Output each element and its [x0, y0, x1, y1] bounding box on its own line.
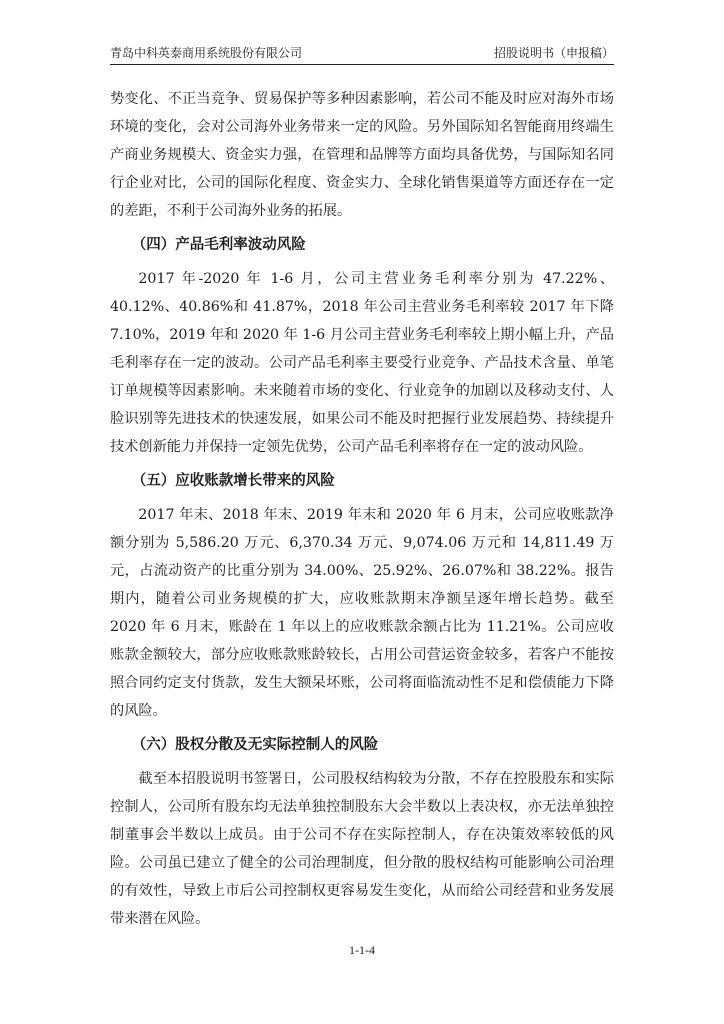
section-5-paragraph: 2017 年末、2018 年末、2019 年末和 2020 年 6 月末，公司应收账款净额分别为 5,586.20 万元、6,370.34 万元、9,074.06 万元和 14,811.49 万元，占流动资产的比重分别为 34.00%、25.92%、26.07%和 38.22%。报告期内，随着公司业务规模的扩大，应收账款期末净额呈逐年增长趋势。截至 2020 年 6 月末，账龄在 1 年以上的应收账款余额占比为 11.21%。公司应收账款金额较大，部分应收账款账龄较长，占用公司营运资金较多，若客户不能按照合同约定支付货款，发生大额呆坏账，公司将面临流动性不足和偿债能力下降的风险。: [110, 507, 614, 719]
document-body: [110, 85, 614, 933]
intro-paragraph: 势变化、不正当竞争、贸易保护等多种因素影响，若公司不能及时应对海外市场环境的变化，会对公司海外业务带来一定的风险。另外国际知名智能商用终端生产商业务规模大、资金实力强，在管理和品牌等方面均具备优势，与国际知名同行企业对比，公司的国际化程度、资金实力、全球化销售渠道等方面还存在一定的差距，不利于公司海外业务的拓展。: [110, 91, 614, 219]
header-document-type: 招股说明书（申报稿）: [493, 46, 614, 60]
page-number: 1-1-4: [349, 943, 375, 957]
section-4-paragraph: 2017 年-2020 年 1-6 月，公司主营业务毛利率分别为 47.22%、40.12%、40.86%和 41.87%，2018 年公司主营业务毛利率较 2017 年下降 7.10%，2019 年和 2020 年 1-6 月公司主营业务毛利率较上期小幅上升，产品毛利率存在一定的波动。公司产品毛利率主要受行业竞争、产品技术含量、单笔订单规模等因素影响。未来随着市场的变化、行业竞争的加剧以及移动支付、人脸识别等先进技术的快速发展，如果公司不能及时把握行业发展趋势、持续提升技术创新能力并保持一定领先优势，公司产品毛利率将存在一定的波动风险。: [110, 271, 614, 455]
page-header: [110, 40, 614, 65]
section-6-paragraph: 截至本招股说明书签署日，公司股权结构较为分散，不存在控股股东和实际控制人，公司所有股东均无法单独控制股东大会半数以上表决权，亦无法单独控制董事会半数以上成员。由于公司不存在实际控制人，存在决策效率较低的风险。公司虽已建立了健全的公司治理制度，但分散的股权结构可能影响公司治理的有效性，导致上市后公司控制权更容易发生变化，从而给公司经营和业务发展带来潜在风险。: [110, 771, 614, 927]
section-4-heading: （四）产品毛利率波动风险: [131, 237, 306, 253]
section-6-heading: （六）股权分散及无实际控制人的风险: [131, 737, 379, 753]
header-company-name: 青岛中科英泰商用系统股份有限公司: [110, 46, 303, 60]
section-5-heading: （五）应收账款增长带来的风险: [131, 473, 335, 489]
